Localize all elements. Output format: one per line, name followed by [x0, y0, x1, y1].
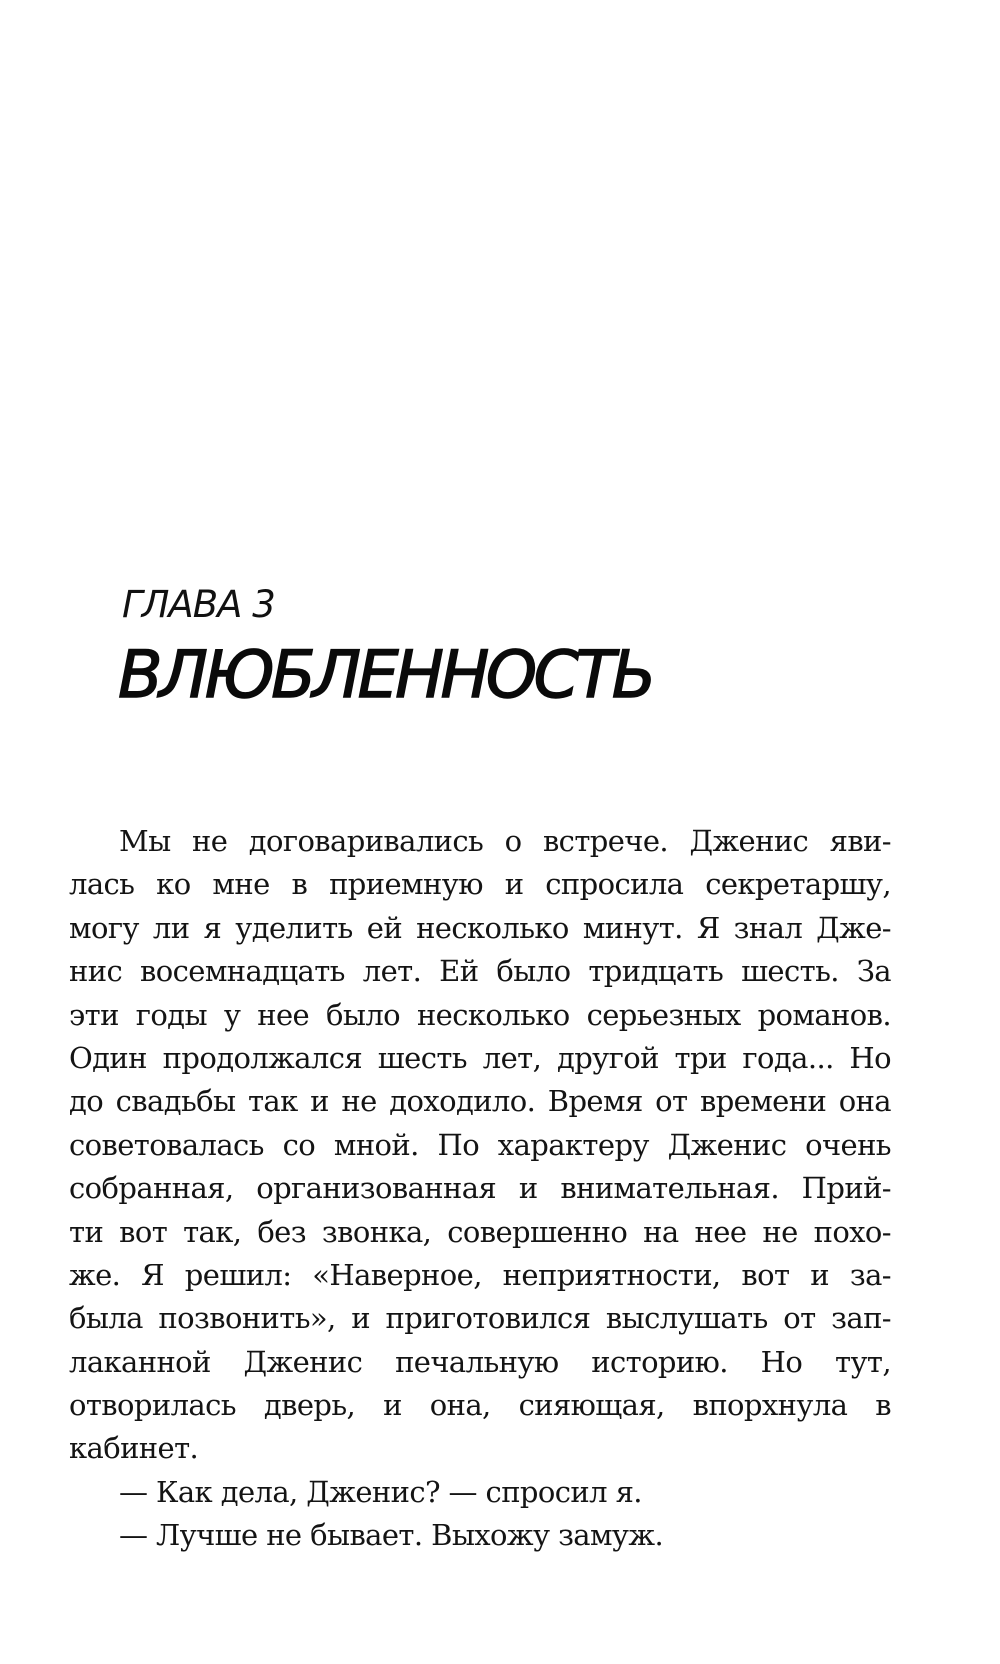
paragraph-line: нис восемнадцать лет. Ей было тридцать шесть. За — [69, 954, 891, 989]
chapter-body — [69, 820, 891, 1558]
paragraph-line: собранная, организованная и внимательная. Прий- — [69, 1171, 891, 1206]
paragraph-line: до свадьбы так и не доходило. Время от времени она — [69, 1084, 891, 1119]
paragraph-line: лаканной Дженис печальную историю. Но тут, — [69, 1344, 891, 1379]
chapter-label: ГЛАВА 3 — [122, 583, 275, 626]
dialogue-line: — Лучше не бывает. Выхожу замуж. — [119, 1518, 664, 1553]
dialogue-line: — Как дела, Дженис? — спросил я. — [119, 1474, 642, 1509]
paragraph-line: кабинет. — [69, 1431, 199, 1466]
paragraph-line: Мы не договаривались о встрече. Дженис яви- — [119, 824, 891, 858]
paragraph-line: отворилась дверь, и она, сияющая, впорхнула в — [69, 1388, 891, 1423]
paragraph-line: лась ко мне в приемную и спросила секретаршу, — [69, 867, 891, 902]
paragraph-line: советовалась со мной. По характеру Дженис очень — [69, 1127, 891, 1162]
paragraph-line: же. Я решил: «Наверное, неприятности, вот и за- — [69, 1257, 891, 1292]
paragraph-line: могу ли я уделить ей несколько минут. Я знал Дже- — [69, 910, 891, 945]
paragraph-line: ти вот так, без звонка, совершенно на нее не похо- — [69, 1214, 891, 1249]
paragraph-line: эти годы у нее было несколько серьезных романов. — [69, 997, 891, 1032]
paragraph-line: была позвонить», и приготовился выслушать от зап- — [69, 1301, 891, 1336]
paragraph-line: Один продолжался шесть лет, другой три года... Но — [69, 1040, 891, 1075]
chapter-title: ВЛЮБЛЕННОСТЬ — [118, 638, 653, 713]
